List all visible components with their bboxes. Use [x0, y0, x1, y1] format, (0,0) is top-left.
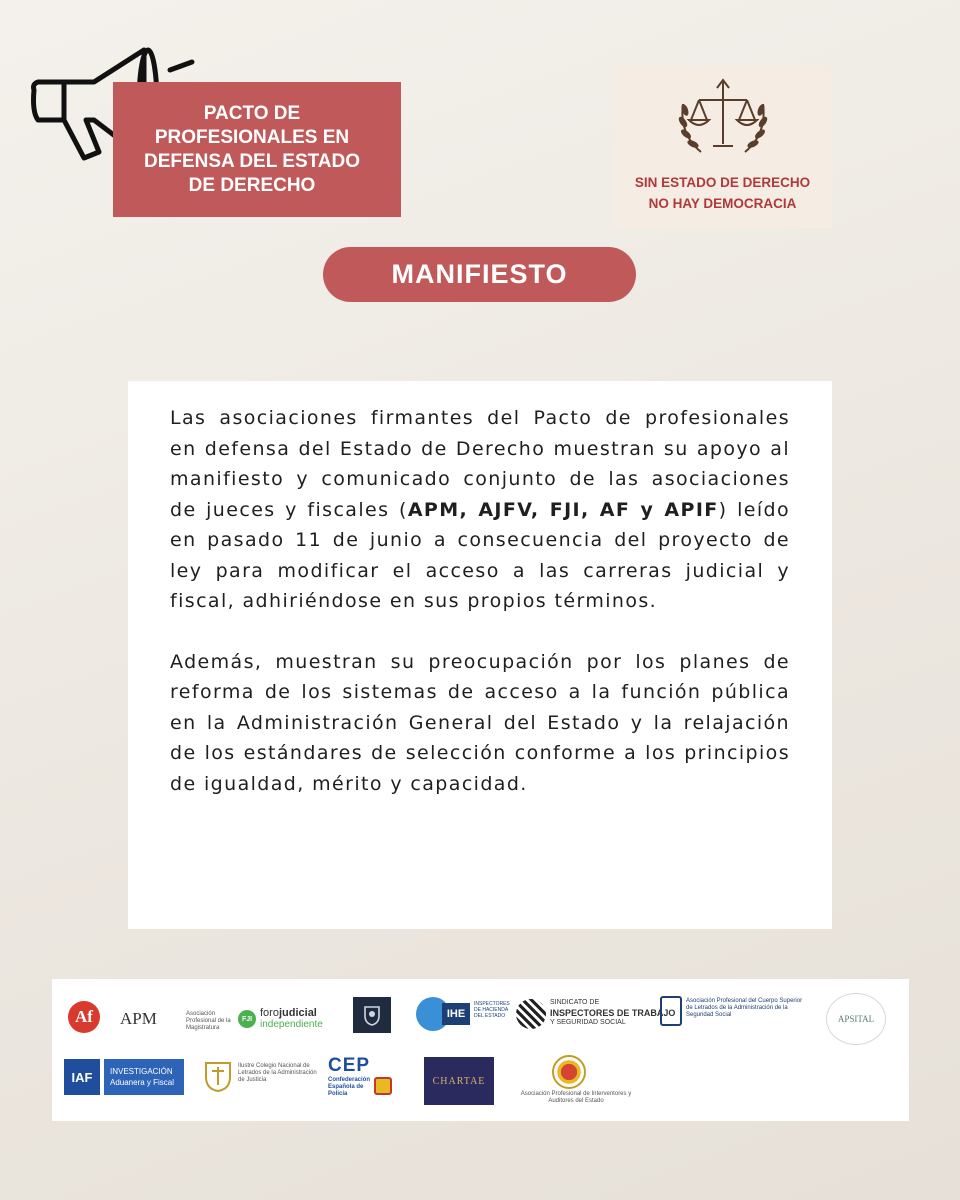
logo-foro-word: foro — [260, 1007, 279, 1019]
logo-interventores-crest — [552, 1055, 586, 1089]
pact-title-line: PROFESIONALES EN — [154, 126, 350, 148]
logo-colegio-text: Ilustre Colegio Nacional de Letrados de la Administración de Justicia — [238, 1063, 317, 1083]
logo-sitss-line1: SINDICATO DE — [550, 999, 600, 1006]
logo-apm-text: APM — [120, 1009, 157, 1028]
pact-title-line: DE DERECHO — [188, 174, 316, 196]
logo-independiente-word: independiente — [260, 1019, 323, 1030]
logo-sitss-line3: Y SEGURIDAD SOCIAL — [550, 1019, 626, 1026]
manifiesto-badge: MANIFIESTO — [323, 247, 636, 302]
logo-iaf-subtitle1: INVESTIGACIÓN — [110, 1067, 173, 1076]
scales-of-justice-icon — [673, 74, 773, 158]
paragraph-1-end: ) leído en pasado 11 de junio a consecuencia del proyecto de ley para modificar el acceso a las carreras judicial y fiscal, adhiriéndose en sus propios términos. — [170, 498, 790, 612]
logo-af — [68, 1001, 100, 1033]
logo-iaf — [64, 1059, 184, 1095]
logo-fji-badge: FJI — [238, 1010, 256, 1028]
logo-apsital-text: APSITAL — [837, 1014, 875, 1024]
logo-ihe — [416, 997, 510, 1031]
pact-title-box — [113, 82, 401, 217]
colegio-crest-icon — [202, 1057, 234, 1093]
logo-chartae-text: CHARTAE — [432, 1075, 486, 1087]
signatory-logos-strip — [52, 979, 909, 1121]
logo-sitss — [516, 997, 676, 1031]
logo-foro-line1 — [260, 1007, 317, 1019]
logo-sitss-line2: INSPECTORES DE TRABAJO — [550, 1008, 676, 1018]
logo-police-crest — [353, 997, 391, 1033]
rule-of-law-logo — [613, 66, 832, 228]
logo-af-text: Af — [75, 1007, 93, 1026]
logo-interventores-text: Asociación Profesional de Interventores y Auditores del Estado — [520, 1091, 632, 1104]
logo-cep-text: CEP — [328, 1055, 371, 1076]
pact-title-line: DEFENSA DEL ESTADO — [143, 150, 361, 172]
logo-letrados-seguridad-social — [660, 996, 810, 1030]
logo-foro-judicial — [238, 1007, 348, 1035]
logo-colegio-letrados-justicia — [202, 1057, 322, 1097]
logo-iaf-band — [104, 1059, 184, 1095]
logo-apsital — [826, 993, 886, 1045]
logo-cep-shield — [374, 1077, 392, 1095]
logo-sitss-swirl — [516, 999, 546, 1029]
logo-interventores — [516, 1055, 636, 1105]
logo-letrados-text: Asociación Profesional del Cuerpo Superior de Letrados de la Administración de la Seguridad Social — [686, 998, 803, 1018]
pact-title-line: PACTO DE — [203, 102, 301, 124]
paragraph-1 — [170, 403, 790, 617]
logo-apm-subtitle: Asociación Profesional de la Magistratura — [186, 1011, 231, 1031]
paragraph-2: Además, muestran su preocupación por los planes de reforma de los sistemas de acceso a la función pública en la Administración General del Estado y la relajación de los estándares de selección conforme a los principios de igualdad, mérito y capacidad. — [170, 650, 790, 795]
logo-slogan-line: SIN ESTADO DE DERECHO — [634, 175, 811, 190]
manifesto-text-card — [128, 381, 832, 929]
paragraph-1-start: Las asociaciones firmantes del Pacto de profesionales en defensa del Estado de Derecho muestran su apoyo al manifiesto y comunicado conjunto de las asociaciones de jueces y fiscales ( — [170, 407, 790, 521]
logo-letrados-mark — [660, 996, 682, 1026]
logo-judicial-word: judicial — [278, 1007, 317, 1019]
associations-acronyms: APM, AJFV, FJI, AF y APIF — [407, 498, 719, 521]
logo-apm — [120, 1007, 230, 1031]
crest-icon — [362, 1004, 382, 1026]
logo-iaf-subtitle2: Aduanera y Fiscal — [110, 1078, 175, 1087]
logo-chartae — [424, 1057, 494, 1105]
logo-cep-subtitle: Confederación Española de Policía — [328, 1077, 371, 1097]
logo-slogan-line: NO HAY DEMOCRACIA — [648, 196, 797, 211]
logo-ihe-subtitle: INSPECTORES DE HACIENDA DEL ESTADO — [474, 1001, 510, 1019]
logo-iaf-text: IAF — [64, 1059, 100, 1095]
logo-ihe-text: IHE — [442, 1003, 470, 1025]
logo-cep — [328, 1055, 396, 1097]
